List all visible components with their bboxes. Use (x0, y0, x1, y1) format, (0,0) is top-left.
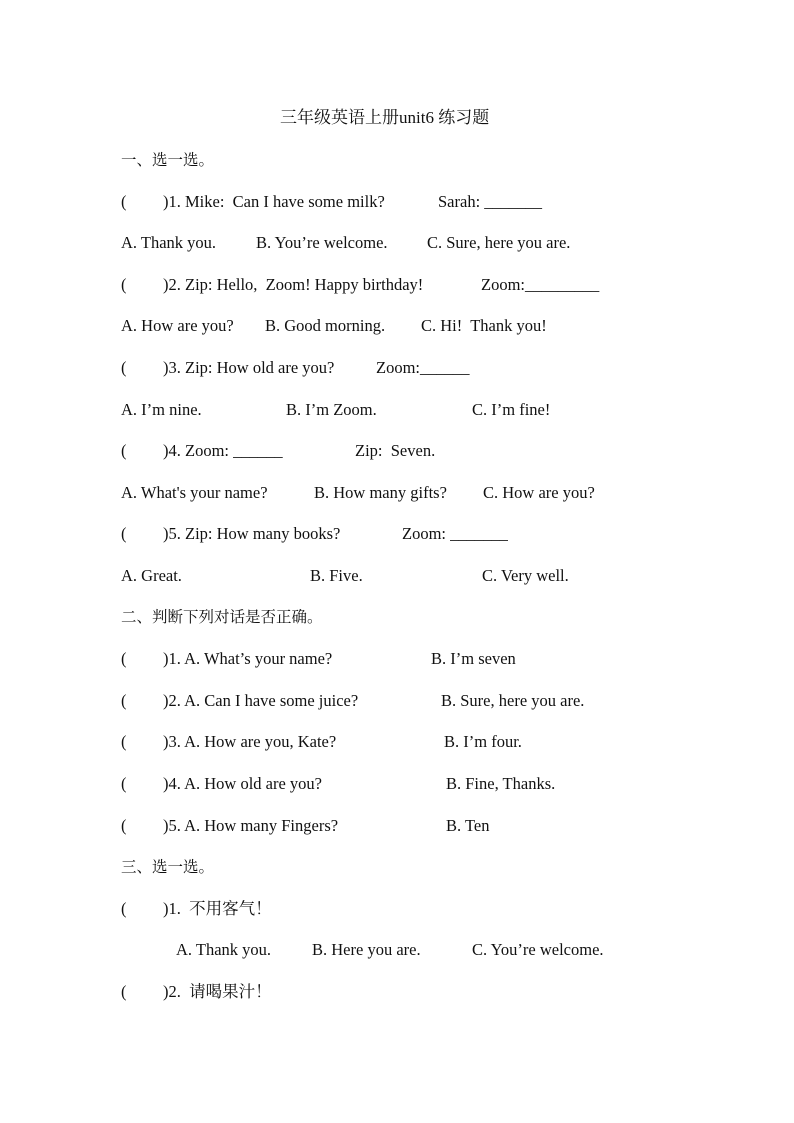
question-1-1-response: Sarah: _______ (438, 192, 543, 211)
question-3-1-paren: ( (121, 899, 127, 918)
question-2-5-a: )5. A. How many Fingers? (163, 816, 339, 835)
question-2-2-a: )2. A. Can I have some juice? (163, 691, 359, 710)
question-1-5-option-c: C. Very well. (482, 566, 569, 585)
question-1-1-paren: ( (121, 192, 127, 211)
question-2-5-b: B. Ten (446, 816, 490, 835)
question-1-2-response: Zoom:_________ (481, 275, 600, 294)
question-1-3-option-a: A. I’m nine. (121, 400, 202, 419)
question-1-1-option-a: A. Thank you. (121, 233, 217, 252)
question-3-2-prompt: )2. 请喝果汁！ (163, 982, 272, 1001)
question-3-1-option-b: B. Here you are. (312, 940, 421, 959)
question-3-1-prompt: )1. 不用客气！ (163, 899, 272, 918)
question-2-5-paren: ( (121, 816, 127, 835)
question-1-4-stem: )4. Zoom: ______ (163, 441, 283, 460)
question-1-5-option-a: A. Great. (121, 566, 182, 585)
question-1-1-stem: )1. Mike: Can I have some milk? (163, 192, 385, 211)
question-2-2-b: B. Sure, here you are. (441, 691, 585, 710)
question-2-3-a: )3. A. How are you, Kate? (163, 732, 337, 751)
question-2-2-paren: ( (121, 691, 127, 710)
question-1-2-paren: ( (121, 275, 127, 294)
question-1-4-option-c: C. How are you? (483, 483, 595, 502)
question-1-3-stem: )3. Zip: How old are you? (163, 358, 335, 377)
question-2-1-paren: ( (121, 649, 127, 668)
section-1-heading: 一、选一选。 (121, 151, 215, 169)
question-2-4-a: )4. A. How old are you? (163, 774, 323, 793)
question-1-2-option-b: B. Good morning. (265, 316, 386, 335)
question-2-1-b: B. I’m seven (431, 649, 516, 668)
section-3-heading: 三、选一选。 (121, 858, 215, 876)
question-1-4-option-b: B. How many gifts? (314, 483, 447, 502)
question-1-5-stem: )5. Zip: How many books? (163, 524, 341, 543)
question-1-5-paren: ( (121, 524, 127, 543)
question-1-1-option-b: B. You’re welcome. (256, 233, 388, 252)
question-2-3-paren: ( (121, 732, 127, 751)
question-2-4-paren: ( (121, 774, 127, 793)
question-2-1-a: )1. A. What’s your name? (163, 649, 333, 668)
question-2-4-b: B. Fine, Thanks. (446, 774, 556, 793)
question-3-2-paren: ( (121, 982, 127, 1001)
question-1-5-response: Zoom: _______ (402, 524, 508, 543)
section-2-heading: 二、判断下列对话是否正确。 (121, 608, 323, 626)
question-1-4-paren: ( (121, 441, 127, 460)
question-1-3-paren: ( (121, 358, 127, 377)
question-2-3-b: B. I’m four. (444, 732, 522, 751)
question-1-3-response: Zoom:______ (376, 358, 470, 377)
question-1-4-option-a: A. What's your name? (121, 483, 268, 502)
question-1-5-option-b: B. Five. (310, 566, 363, 585)
question-1-2-stem: )2. Zip: Hello, Zoom! Happy birthday! (163, 275, 424, 294)
question-3-1-option-c: C. You’re welcome. (472, 940, 604, 959)
question-1-2-option-a: A. How are you? (121, 316, 234, 335)
question-1-3-option-b: B. I’m Zoom. (286, 400, 377, 419)
question-1-1-option-c: C. Sure, here you are. (427, 233, 571, 252)
question-1-2-option-c: C. Hi! Thank you! (421, 316, 547, 335)
page-title: 三年级英语上册unit6 练习题 (280, 108, 490, 127)
question-1-4-response: Zip: Seven. (355, 441, 436, 460)
question-1-3-option-c: C. I’m fine! (472, 400, 551, 419)
question-3-1-option-a: A. Thank you. (176, 940, 272, 959)
